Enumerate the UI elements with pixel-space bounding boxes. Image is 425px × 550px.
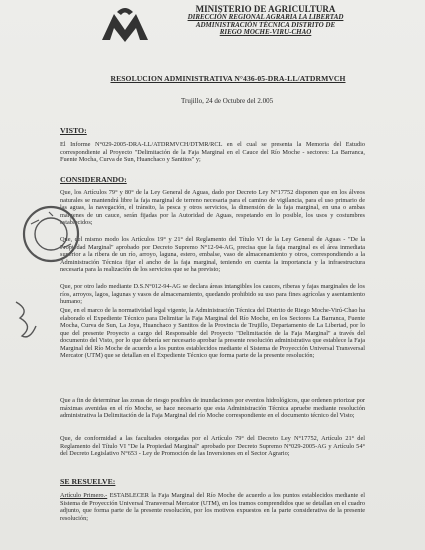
ministry-title: MINISTERIO DE AGRICULTURA bbox=[195, 4, 336, 14]
header-line-2: ADMINISTRACIÓN TÉCNICA DISTRITO DE bbox=[195, 20, 336, 29]
header-line-1: DIRECCIÓN REGIONAL AGRARIA LA LIBERTAD bbox=[187, 13, 344, 21]
considerando-label: CONSIDERANDO: bbox=[60, 175, 127, 184]
considerando-paragraph-4: Que, en el marco de la normatividad legal vigente, la Administración Técnica del Distrito de Riego Moche-Virú-Chao ha elaborado el Expediente Técnico para Delimitar la Faja Marginal del Río Moche, en los Sectores La Barranca, Fuente Mocha, Curva de Sun, La Joya, Huanchaco y Santitos de la Provincia de Trujillo, Departamento de La Libertad, por lo que del presente Proyecto a cargo del Responsable del Proyecto "Delimitación de la Faja Marginal" a través del documento del Visto, por lo que debería ser necesario aprobar la presente resolución administrativa que establece la Faja Marginal del Río Moche de acuerdo a los puntos establecidos mediante el Sistema de Proyección Universal Transversal Mercator (UTM) que se detallan en el Expediente Técnico que forma parte de la presente resolución; bbox=[60, 307, 365, 359]
article-first-label: Artículo Primero.- bbox=[60, 492, 108, 499]
header-line-3: RIEGO MOCHE-VIRU-CHAO bbox=[219, 28, 312, 37]
resolution-title: RESOLUCION ADMINISTRATIVA N°436-05-DRA-LL/ATDRMVCH bbox=[110, 74, 346, 83]
handwritten-signature bbox=[12, 296, 42, 344]
considerando-paragraph-5: Que a fin de determinar las zonas de riesgo posibles de inundaciones por eventos hidrológicos, que ordenen priorizar por máximas avenidas en el río Moche, se hace necesario que esta Administración Técnica apruebe mediante resolución administrativa la Delimitación de la Faja Marginal del río Moche correspondiente en el documento técnico del Visto; bbox=[60, 397, 365, 419]
considerando-paragraph-2: Que, del mismo modo los Artículos 19° y 21° del Reglamento del Título VI de la Ley General de Aguas - "De la Propiedad Marginal" aprobado por Decreto Supremo N°12-94-AG, precisa que la faja marginal es el área inmediata superior a la ribera de un río, arroyo, laguna, estero, embalse, vaso de almacenamiento y otros, correspondiendo a la Administración Técnica fijar el ancho de la faja marginal, teniendo en cuenta la importancia y la infraestructura necesaria para la realización de los servicios que se ha previsto; bbox=[60, 236, 365, 273]
visto-text: El Informe N°029-2005-DRA-LL/ATDRMVCH/DTMR/RCL en el cual se presenta la Memoria del Estudio correspondiente al Proyecto "Delimitación de la Faja Marginal en el Cauce del Río Moche - sectores: La Barranca, Fuente Mocha, Curva de Sun, Huanchaco y Santitos" y; bbox=[60, 141, 365, 163]
se-resuelve-label: SE RESUELVE: bbox=[60, 477, 116, 486]
considerando-paragraph-6: Que, de conformidad a las facultades otorgadas por el Artículo 79° del Decreto Ley N°17752, Artículo 21° del Reglamento del Título VI "De la Propiedad Marginal" aprobado por Decreto Supremo N°029-2005-AG y Artículo 54° del Decreto Legislativo N°653 - Ley de Promoción de las Inversiones en el Sector Agrario; bbox=[60, 435, 365, 457]
considerando-paragraph-3: Que, por otro lado mediante D.S.N°012-94-AG se declara áreas intangibles los cauces, riberas y fajas marginales de los ríos, arroyos, lagos, lagunas y vasos de almacenamiento, quedando prohibido su uso para fines agrícolas y asentamiento humano; bbox=[60, 283, 365, 305]
ministry-logo bbox=[100, 6, 150, 44]
considerando-paragraph-1: Que, los Artículos 79° y 80° de la Ley General de Aguas, dado por Decreto Ley N°17752 disponen que en los álveos naturales se mantendrá libre la faja marginal de terreno necesaria para el camino de vigilancia, para el uso primario de las aguas, la navegación, el tránsito, la pesca y otros servicios, la dimensión de la faja marginal, en una o ambas márgenes de un cauce, serán fijadas por la Autoridad de Aguas, respetando en lo posible, los usos y costumbres establecidos; bbox=[60, 189, 365, 226]
visto-label: VISTO: bbox=[60, 126, 87, 135]
official-stamp bbox=[19, 202, 83, 266]
date-line: Trujillo, 24 de Octubre del 2.005 bbox=[181, 97, 274, 105]
ministry-header bbox=[178, 4, 353, 37]
article-first-text: ESTABLECER la Faja Marginal del Río Moche de acuerdo a los puntos establecidos mediante el Sistema de Proyección Universal Transversal Mercator (UTM), en los tramos comprendidos que se detallan en el cuadro adjunto, que forma parte de la presente resolución, por los motivos expuestos en la parte considerativa de la presente resolución; bbox=[60, 492, 365, 522]
article-first bbox=[60, 492, 365, 522]
